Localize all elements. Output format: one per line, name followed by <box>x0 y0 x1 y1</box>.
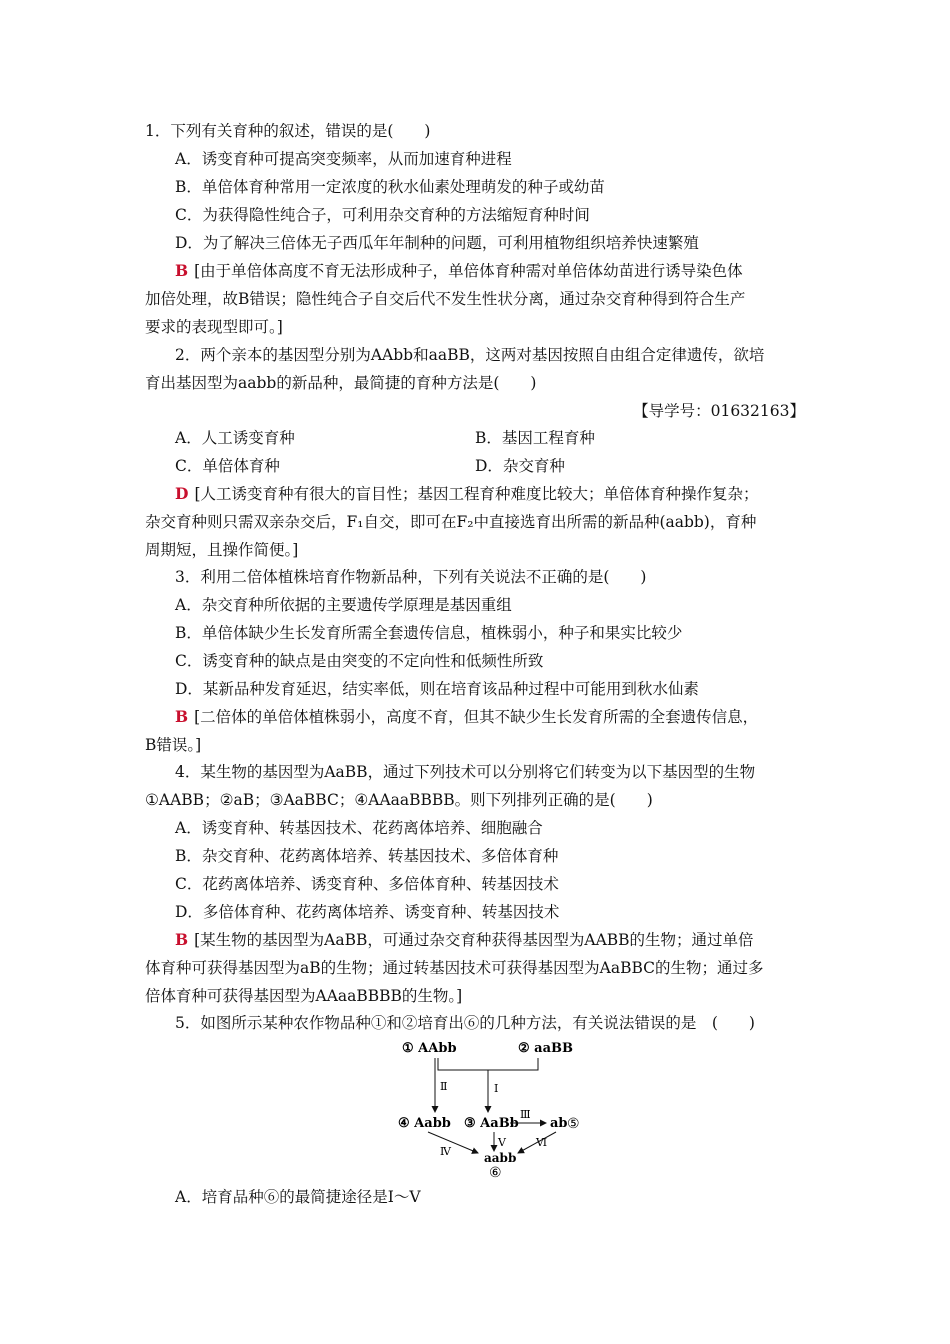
node-3-aabb: ③ AaBb <box>464 1116 519 1131</box>
q3-option-a: A．杂交育种所依据的主要遗传学原理是基因重组 <box>175 596 512 614</box>
q2-option-c: C．单倍体育种 <box>175 457 280 475</box>
q1-explanation-line-3: 要求的表现型即可。] <box>145 318 283 336</box>
q3-stem: 3．利用二倍体植株培育作物新品种，下列有关说法不正确的是( ) <box>175 568 647 586</box>
label-vi: Ⅵ <box>536 1136 548 1149</box>
q4-answer: B <box>175 930 189 949</box>
q3-explanation-line-2: B错误。] <box>145 736 202 754</box>
q4-explanation-line-3: 倍体育种可获得基因型为AAaaBBBB的生物。] <box>145 987 463 1005</box>
q2-stem-line-2: 育出基因型为aabb的新品种，最简捷的育种方法是( ) <box>145 374 537 392</box>
q1-stem: 1．下列有关育种的叙述，错误的是( ) <box>145 122 431 140</box>
q2-answer: D <box>175 484 189 503</box>
q1-option-d: D．为了解决三倍体无子西瓜年年制种的问题，可利用植物组织培养快速繁殖 <box>175 234 699 252</box>
q5-stem: 5．如图所示某种农作物品种①和②培育出⑥的几种方法，有关说法错误的是 ( ) <box>175 1014 755 1032</box>
q2-option-b: B．基因工程育种 <box>475 429 595 447</box>
label-ii: Ⅱ <box>440 1080 448 1093</box>
q2-options-row-1 <box>175 428 835 448</box>
q4-explanation-line-2: 体育种可获得基因型为aB的生物；通过转基因技术可获得基因型为AaBBC的生物；通过多 <box>145 959 764 977</box>
q4-option-a: A．诱变育种、转基因技术、花药离体培养、细胞融合 <box>175 819 543 837</box>
q1-option-c: C．为获得隐性纯合子，可利用杂交育种的方法缩短育种时间 <box>175 206 590 224</box>
q2-option-d: D．杂交育种 <box>475 457 565 475</box>
q4-stem-line-2: ①AABB；②aB；③AaBBC；④AAaaBBBB。则下列排列正确的是( ) <box>145 791 653 809</box>
q4-option-d: D．多倍体育种、花药离体培养、诱变育种、转基因技术 <box>175 903 560 921</box>
q2-explanation-line-3: 周期短，且操作简便。] <box>145 541 299 559</box>
q2-option-a: A．人工诱变育种 <box>175 429 295 447</box>
q4-option-b: B．杂交育种、花药离体培养、转基因技术、多倍体育种 <box>175 847 559 865</box>
node-6-number: ⑥ <box>489 1165 502 1181</box>
label-iii: Ⅲ <box>520 1108 531 1121</box>
q2-stem-line-1: 2．两个亲本的基因型分别为AAbb和aaBB，这两对基因按照自由组合定律遗传，欲培 <box>175 346 765 364</box>
q1-answer: B <box>175 261 189 280</box>
q4-explanation-line-1: B [某生物的基因型为AaBB，可通过杂交育种获得基因型为AABB的生物；通过单倍 <box>175 930 754 949</box>
label-i: Ⅰ <box>494 1082 499 1095</box>
label-iv: Ⅳ <box>440 1145 451 1158</box>
breeding-pathway-diagram <box>390 1034 590 1184</box>
q3-option-b: B．单倍体缺少生长发育所需全套遗传信息，植株弱小，种子和果实比较少 <box>175 624 683 642</box>
label-v: Ⅴ <box>498 1136 506 1149</box>
node-6-aabb: aabb <box>484 1151 517 1165</box>
q5-option-a: A．培育品种⑥的最简捷途径是Ⅰ～Ⅴ <box>175 1188 421 1206</box>
q1-option-a: A．诱变育种可提高突变频率，从而加速育种进程 <box>175 150 512 168</box>
q2-explanation-line-1: D [人工诱变育种有很大的盲目性；基因工程育种难度比较大；单倍体育种操作复杂； <box>175 484 759 503</box>
cross-bracket <box>438 1058 538 1070</box>
arrow-iv <box>428 1132 478 1153</box>
q2-guide-number: 【导学号：01632163】 <box>633 402 805 420</box>
node-2-aabb: ② aaBB <box>518 1041 574 1056</box>
q3-option-d: D．某新品种发育延迟，结实率低，则在培育该品种过程中可能用到秋水仙素 <box>175 680 699 698</box>
q1-explanation-line-1: B [由于单倍体高度不育无法形成种子，单倍体育种需对单倍体幼苗进行诱导染色体 <box>175 261 743 280</box>
q4-stem-line-1: 4．某生物的基因型为AaBB，通过下列技术可以分别将它们转变为以下基因型的生物 <box>175 763 756 781</box>
node-4-aabb: ④ Aabb <box>398 1116 451 1131</box>
q1-explanation-line-2: 加倍处理，故B错误；隐性纯合子自交后代不发生性状分离，通过杂交育种得到符合生产 <box>145 290 746 308</box>
q2-options-row-2 <box>175 456 835 476</box>
q1-option-b: B．单倍体育种常用一定浓度的秋水仙素处理萌发的种子或幼苗 <box>175 178 605 196</box>
q3-explanation-line-1: B [二倍体的单倍体植株弱小，高度不育，但其不缺少生长发育所需的全套遗传信息， <box>175 707 759 726</box>
q2-explanation-line-2: 杂交育种则只需双亲杂交后，F₁自交，即可在F₂中直接选育出所需的新品种(aabb)，育种 <box>145 513 757 531</box>
q4-option-c: C．花药离体培养、诱变育种、多倍体育种、转基因技术 <box>175 875 559 893</box>
q3-option-c: C．诱变育种的缺点是由突变的不定向性和低频性所致 <box>175 652 544 670</box>
q3-answer: B <box>175 707 189 726</box>
node-5-ab: ab <box>550 1116 568 1131</box>
node-1-aabb: ① AAbb <box>402 1041 457 1056</box>
node-5-number: ⑤ <box>567 1116 580 1132</box>
